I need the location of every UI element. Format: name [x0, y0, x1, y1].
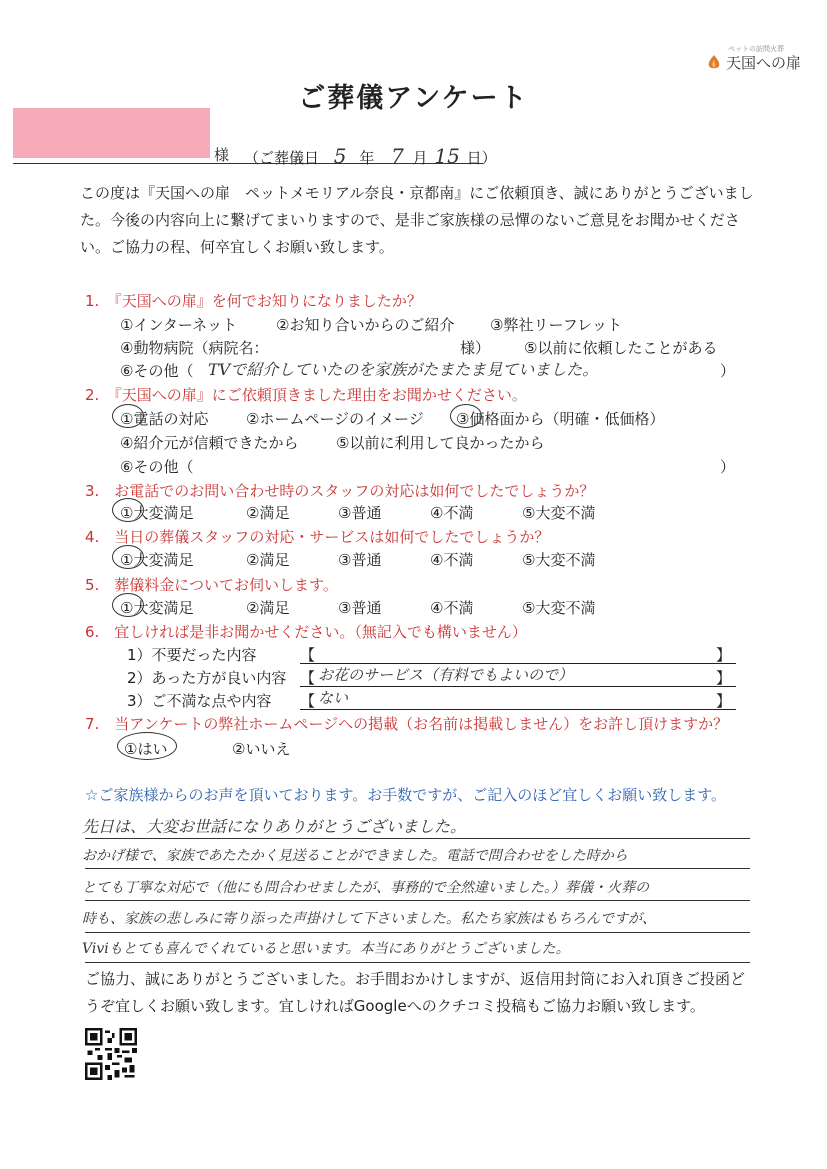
- q2-option-homepage: ②ホームページのイメージ: [246, 410, 424, 428]
- q4-satisfied: ②満足: [246, 551, 290, 569]
- q6-item2-answer: お花のサービス（有料でもよいので）: [318, 666, 574, 684]
- q4-dissatisfied: ④不満: [430, 551, 474, 569]
- q1-other-answer: TVで紹介していたのを家族がたまたま見ていました。: [208, 360, 599, 379]
- writing-line: [85, 900, 750, 901]
- answer-underline: [300, 709, 736, 710]
- q1-option-hospital: ④動物病院（病院名：: [120, 339, 269, 357]
- q3-very-satisfied: ①大変満足: [120, 504, 194, 522]
- q2-other-close: ）: [720, 458, 736, 476]
- q6-item3-close: 】: [716, 692, 732, 710]
- comment-line: おかげ様で、家族であたたかく見送ることができました。電話で問合わせをした時から: [82, 848, 628, 864]
- q6-item3-label: 3）ご不満な点や内容: [127, 692, 272, 710]
- q6-item2-open: 【: [300, 669, 316, 687]
- selection-circle: [450, 404, 482, 428]
- q6-item1-close: 】: [716, 646, 732, 664]
- comments-notice: ☆ご家族様からのお声を頂いております。お手数ですが、ご記入のほど宜しくお願い致します。: [85, 786, 727, 804]
- answer-underline: [300, 686, 736, 687]
- selection-circle: [112, 593, 144, 617]
- q5-very-dissatisfied: ⑤大変不満: [522, 599, 596, 617]
- q7-question: 7. 当アンケートの弊社ホームページへの掲載（お名前は掲載しません）をお許し頂けますか？: [85, 715, 729, 733]
- q5-satisfied: ②満足: [246, 599, 290, 617]
- month-unit: 月: [412, 149, 428, 167]
- ceremony-month: 7: [391, 144, 404, 168]
- flame-icon: [706, 54, 722, 70]
- q1-option-leaflet: ③弊社リーフレット: [490, 316, 622, 334]
- q2-option-other: ⑥その他（: [120, 458, 194, 476]
- logo-tagline: ペットの訪問火葬: [728, 45, 784, 53]
- day-unit: 日）: [466, 149, 497, 167]
- q3-question: 3. お電話でのお問い合わせ時のスタッフの対応は如何でしたでしょうか？: [85, 482, 595, 500]
- q6-item3-answer: ない: [318, 689, 349, 707]
- comment-line: 時も、家族の悲しみに寄り添った声掛けして下さいました。私たち家族はもちろんですが、: [82, 911, 656, 927]
- ceremony-date: [244, 144, 497, 168]
- q5-very-satisfied: ①大変満足: [120, 599, 194, 617]
- ceremony-day: 15: [434, 144, 460, 168]
- honorific: 様: [214, 146, 230, 164]
- selection-circle: [112, 545, 144, 569]
- q1-option-internet: ①インターネット: [120, 316, 238, 334]
- writing-line: [85, 932, 750, 933]
- logo-name: 天国への扉: [726, 54, 802, 72]
- selection-circle: [117, 732, 177, 760]
- q1-hospital-suffix: 様）: [460, 339, 491, 357]
- comment-line: Viviもとても喜んでくれていると思います。本当にありがとうございました。: [82, 941, 570, 957]
- intro-text: この度は『天国への扉 ペットメモリアル奈良・京都南』にご依頼頂き、誠にありがとうございました。今後の内容向上に繋げてまいりますので、是非ご家族様の忌憚のないご意見をお聞かせください。ご協力の程、何卒宜しくお願い致します。: [80, 184, 754, 256]
- q2-option-used-before: ⑤以前に利用して良かったから: [336, 434, 545, 452]
- q2-option-price: ③価格面から（明確・低価格）: [456, 410, 665, 428]
- q4-very-satisfied: ①大変満足: [120, 551, 194, 569]
- comment-line: 先日は、大変お世話になりありがとうございました。: [82, 817, 467, 836]
- qr-code-icon: [85, 1028, 137, 1080]
- comment-line: とても丁寧な対応で（他にも問合わせましたが、事務的で全然違いました。）葬儀・火葬の: [82, 880, 649, 896]
- q5-dissatisfied: ④不満: [430, 599, 474, 617]
- q6-item1-label: 1）不要だった内容: [127, 646, 257, 664]
- q2-option-phone: ①電話の対応: [120, 410, 209, 428]
- q1-option-previous: ⑤以前に依頼したことがある: [524, 339, 718, 357]
- ceremony-year: 5: [333, 144, 347, 168]
- q4-very-dissatisfied: ⑤大変不満: [522, 551, 596, 569]
- q1-option-referral: ②お知り合いからのご紹介: [276, 316, 455, 334]
- q1-other-close: ）: [720, 362, 736, 380]
- q5-neutral: ③普通: [338, 599, 382, 617]
- q6-item3-open: 【: [300, 692, 316, 710]
- selection-circle: [112, 404, 144, 428]
- writing-line: [85, 868, 750, 869]
- q6-question: 6. 宜しければ是非お聞かせください。（無記入でも構いません）: [85, 623, 527, 641]
- q4-question: 4. 当日の葬儀スタッフの対応・サービスは如何でしたでしょうか？: [85, 528, 550, 546]
- q6-item2-label: 2）あった方が良い内容: [127, 669, 287, 687]
- brand-logo: [706, 44, 816, 74]
- ceremony-date-label: （ご葬儀日: [244, 149, 320, 167]
- q5-question: 5. 葬儀料金についてお伺いします。: [85, 576, 338, 594]
- page-title: ご葬儀アンケート: [298, 83, 529, 114]
- q3-neutral: ③普通: [338, 504, 382, 522]
- q3-very-dissatisfied: ⑤大変不満: [522, 504, 596, 522]
- selection-circle: [112, 498, 144, 522]
- closing-thanks: ご協力、誠にありがとうございました。お手間おかけしますが、返信用封筒にお入れ頂きご投函どうぞ宜しくお願い致します。宜しければGoogleへのクチコミ投稿もご協力お願い致します。: [85, 970, 746, 1015]
- redacted-name: [13, 108, 210, 158]
- year-unit: 年: [359, 149, 375, 167]
- q6-item2-close: 】: [716, 669, 732, 687]
- q1-question: 1. 『天国への扉』を何でお知りになりましたか？: [85, 292, 422, 310]
- q3-dissatisfied: ④不満: [430, 504, 474, 522]
- writing-line: [85, 838, 750, 839]
- q3-satisfied: ②満足: [246, 504, 290, 522]
- q1-option-other: ⑥その他（: [120, 362, 194, 380]
- q7-option-no: ②いいえ: [232, 740, 291, 758]
- q4-neutral: ③普通: [338, 551, 382, 569]
- writing-line: [85, 962, 750, 963]
- q6-item1-open: 【: [300, 646, 316, 664]
- q2-question: 2. 『天国への扉』にご依頼頂きました理由をお聞かせください。: [85, 386, 527, 404]
- q2-option-trusted: ④紹介元が信頼できたから: [120, 434, 299, 452]
- q7-option-yes: ①はい: [124, 740, 168, 758]
